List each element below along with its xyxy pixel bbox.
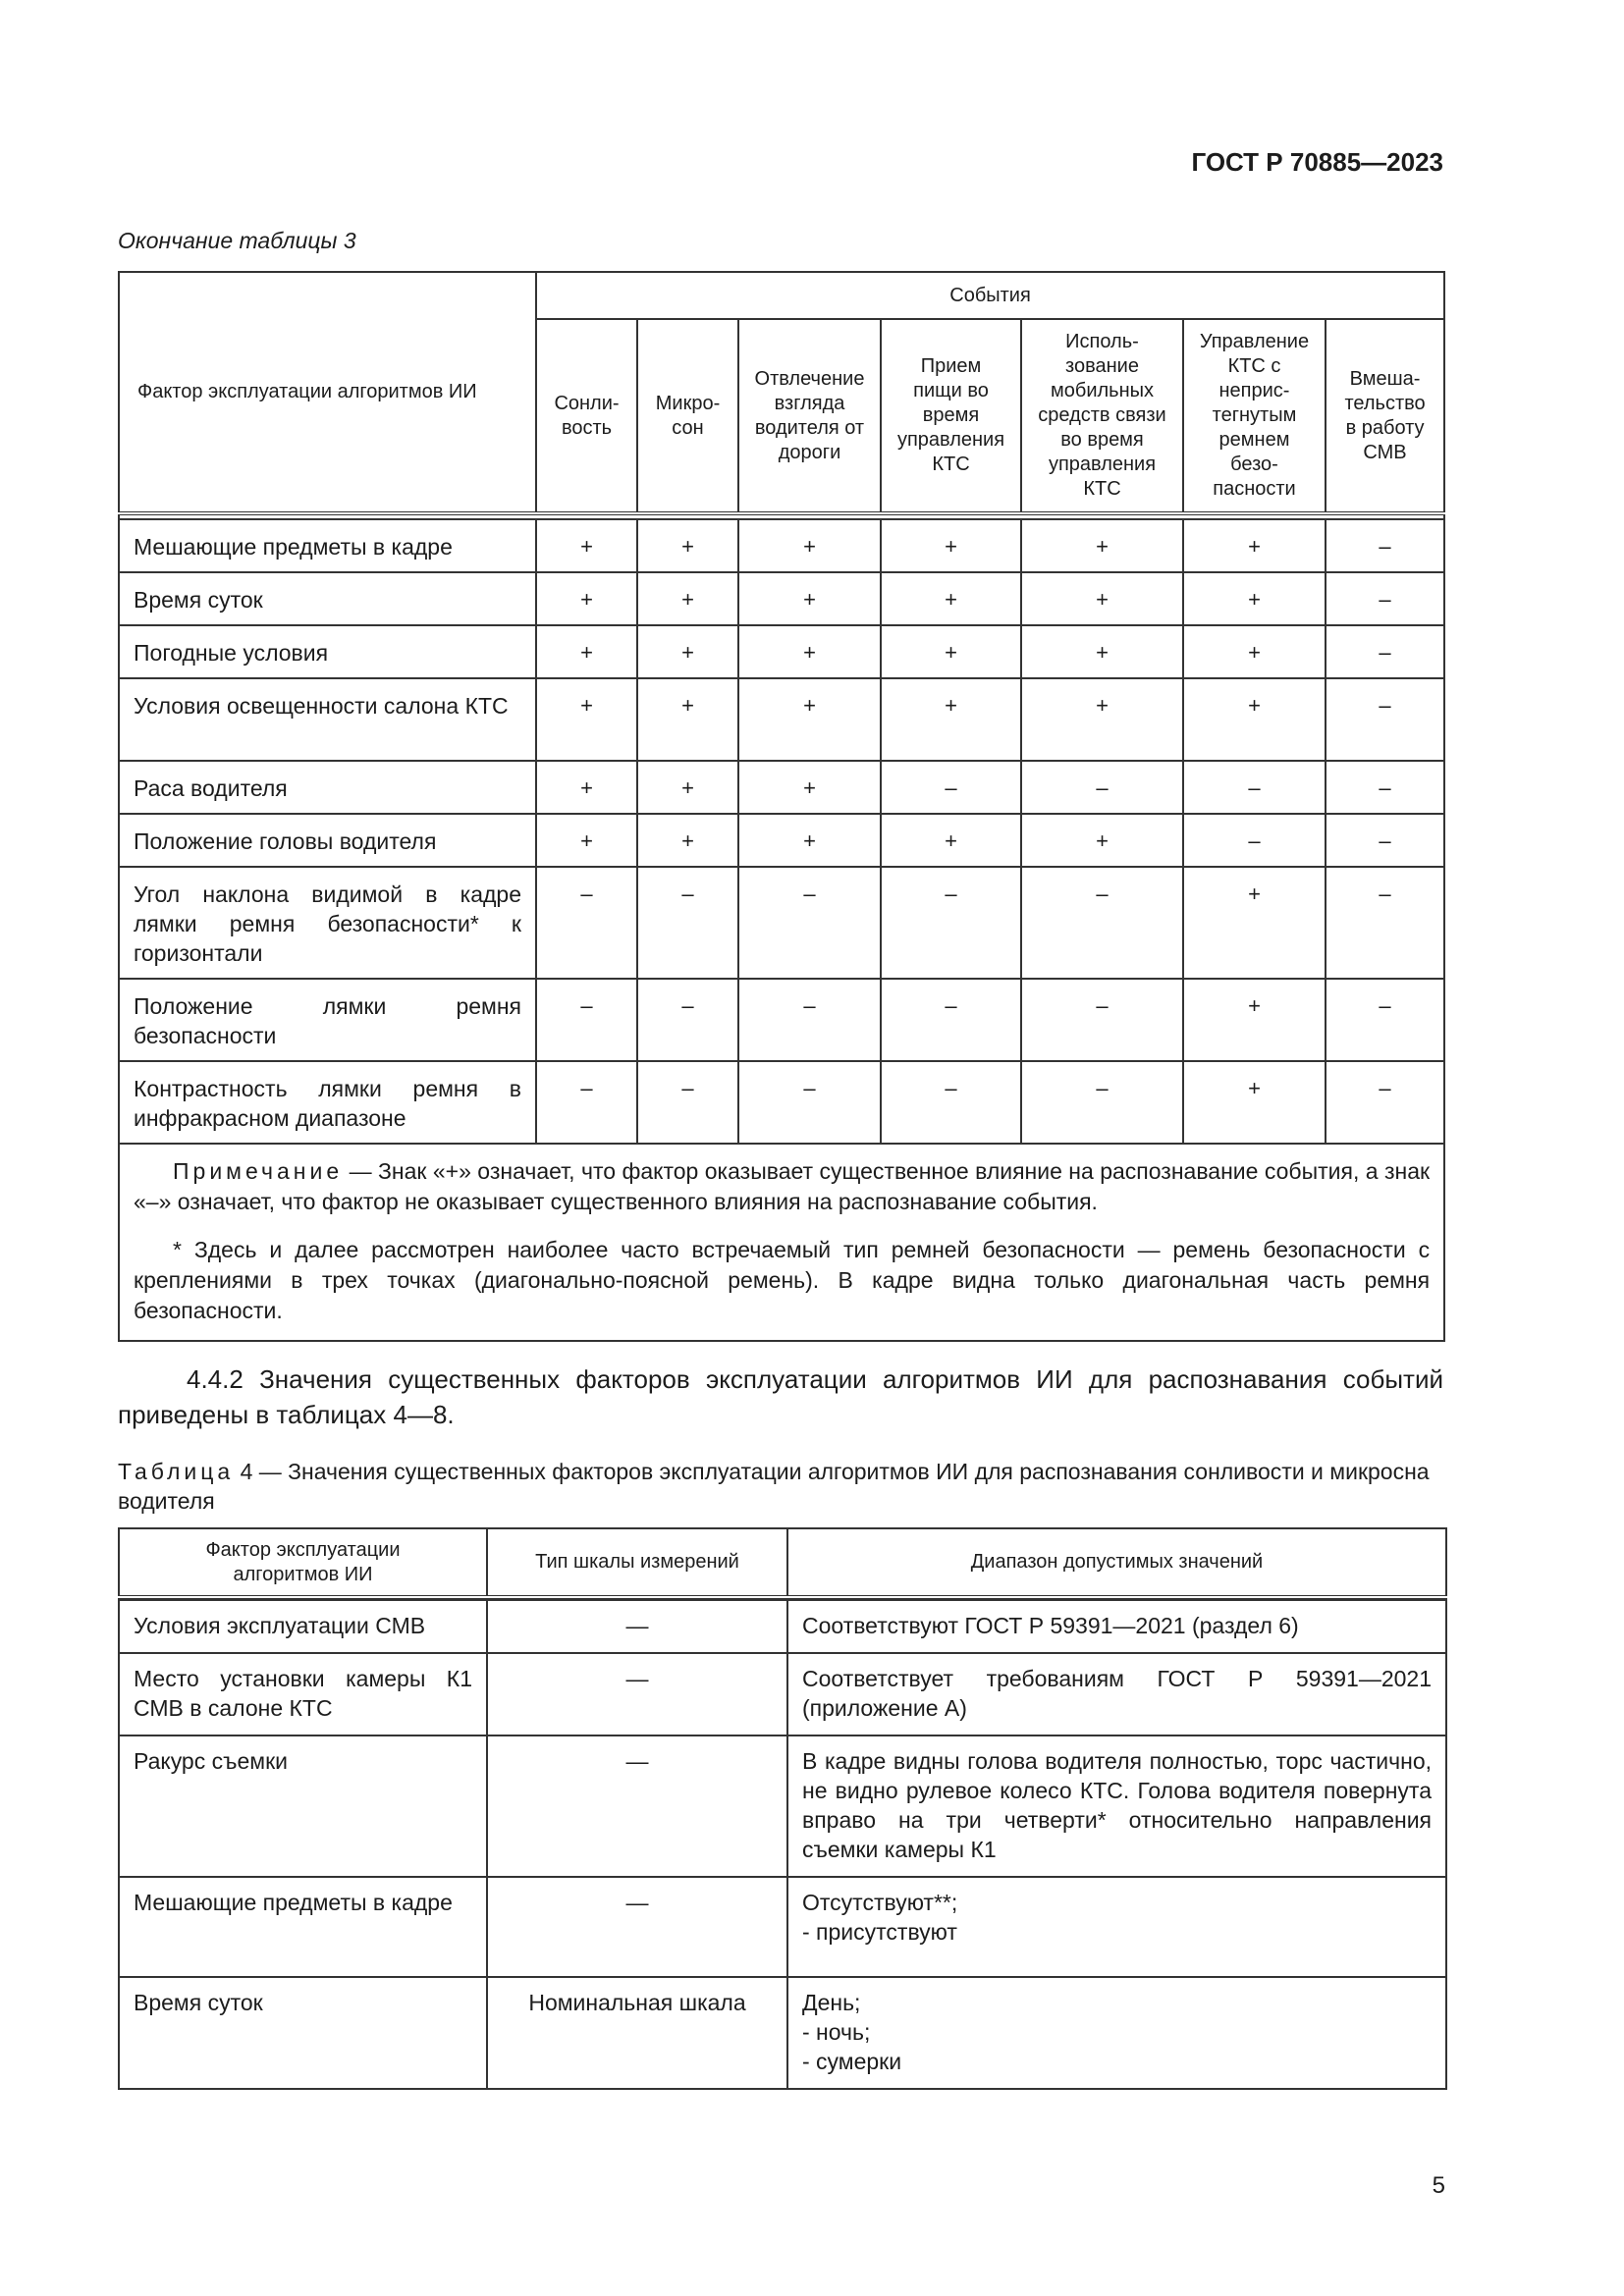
- sign-cell: +: [881, 572, 1021, 625]
- sign-cell: +: [738, 625, 881, 678]
- event-column-header: Отвлечение взгляда водителя от дороги: [738, 319, 881, 513]
- range-column-header: Диапазон допустимых значений: [787, 1528, 1446, 1597]
- sign-cell: –: [1326, 519, 1444, 572]
- event-column-header: Прием пищи во время управления КТС: [881, 319, 1021, 513]
- table-row: [119, 761, 1444, 814]
- sign-cell: +: [881, 678, 1021, 761]
- factor-cell: Место установки камеры К1 СМВ в салоне КТС: [119, 1653, 487, 1735]
- sign-cell: +: [536, 519, 637, 572]
- sign-cell: –: [1326, 678, 1444, 761]
- factor-cell: Ракурс съемки: [119, 1735, 487, 1877]
- table-row: [119, 1653, 1446, 1735]
- sign-cell: +: [738, 814, 881, 867]
- sign-cell: –: [881, 761, 1021, 814]
- footnote: * Здесь и далее рассмотрен наиболее часто встречаемый тип ремней безопасности — ремень безопасности с креплениями в трех точках (диагонально-поясной ремень). В кадре видна только диагональная часть ремня безопасности.: [134, 1237, 1431, 1323]
- sign-cell: +: [1183, 867, 1326, 979]
- sign-cell: +: [738, 572, 881, 625]
- factor-cell: Положение лямки ремня безопасности: [119, 979, 536, 1061]
- table-row: [119, 1061, 1444, 1144]
- table-row: [119, 519, 1444, 572]
- table-row: [119, 1735, 1446, 1877]
- sign-cell: –: [536, 1061, 637, 1144]
- events-column-header: События: [536, 272, 1444, 319]
- sign-cell: –: [536, 979, 637, 1061]
- sign-cell: +: [1021, 814, 1183, 867]
- note-label: Примечание: [173, 1158, 344, 1184]
- sign-cell: +: [536, 625, 637, 678]
- sign-cell: –: [881, 979, 1021, 1061]
- event-column-header: Управление КТС с неприс- тегнутым ремнем безо- пасности: [1183, 319, 1326, 513]
- scale-column-header: Тип шкалы измерений: [487, 1528, 787, 1597]
- note-text: — Знак «+» означает, что фактор оказывает существенное влияние на распознавание события, а знак «–» означает, что фактор не оказывает существенного влияния на распознавание события.: [134, 1158, 1431, 1214]
- sign-cell: +: [637, 519, 738, 572]
- factor-column-header: Фактор эксплуатации алгоритмов ИИ: [119, 1528, 487, 1597]
- range-cell: День; - ночь; - сумерки: [787, 1977, 1446, 2089]
- table-row: [119, 867, 1444, 979]
- sign-cell: +: [1183, 519, 1326, 572]
- sign-cell: +: [1021, 625, 1183, 678]
- table-row: [119, 678, 1444, 761]
- factor-cell: Раса водителя: [119, 761, 536, 814]
- sign-cell: +: [637, 572, 738, 625]
- sign-cell: +: [881, 519, 1021, 572]
- factor-cell: Время суток: [119, 1977, 487, 2089]
- sign-cell: +: [637, 761, 738, 814]
- table3-caption: Окончание таблицы 3: [118, 228, 356, 253]
- sign-cell: –: [738, 1061, 881, 1144]
- table-row: [119, 1877, 1446, 1977]
- scale-cell: Номинальная шкала: [487, 1977, 787, 2089]
- sign-cell: –: [1183, 761, 1326, 814]
- sign-cell: +: [881, 814, 1021, 867]
- table-row: [119, 979, 1444, 1061]
- factor-cell: Угол наклона видимой в кадре лямки ремня безопасности* к горизонтали: [119, 867, 536, 979]
- sign-cell: –: [1021, 1061, 1183, 1144]
- sign-cell: +: [738, 761, 881, 814]
- sign-cell: –: [536, 867, 637, 979]
- range-cell: Соответствует требованиям ГОСТ Р 59391—2021 (приложение А): [787, 1653, 1446, 1735]
- scale-cell: —: [487, 1653, 787, 1735]
- sign-cell: –: [881, 867, 1021, 979]
- sign-cell: –: [1326, 1061, 1444, 1144]
- sign-cell: +: [1183, 572, 1326, 625]
- sign-cell: –: [637, 1061, 738, 1144]
- sign-cell: –: [1021, 979, 1183, 1061]
- sign-cell: +: [536, 678, 637, 761]
- table4-caption-label: Таблица: [118, 1459, 235, 1484]
- sign-cell: +: [1183, 979, 1326, 1061]
- event-column-header: Сонли- вость: [536, 319, 637, 513]
- table-row: [119, 814, 1444, 867]
- sign-cell: +: [1183, 678, 1326, 761]
- sign-cell: –: [1021, 761, 1183, 814]
- table-row: [119, 1600, 1446, 1653]
- sign-cell: +: [637, 814, 738, 867]
- sign-cell: –: [1326, 814, 1444, 867]
- sign-cell: –: [637, 979, 738, 1061]
- scale-cell: —: [487, 1735, 787, 1877]
- sign-cell: –: [1326, 625, 1444, 678]
- table4-caption: [118, 1457, 1443, 1516]
- scale-cell: —: [487, 1877, 787, 1977]
- sign-cell: –: [637, 867, 738, 979]
- table4-caption-text: 4 — Значения существенных факторов эксплуатации алгоритмов ИИ для распознавания сонливости и микросна водителя: [118, 1459, 1430, 1514]
- paragraph-4-4-2: 4.4.2 Значения существенных факторов эксплуатации алгоритмов ИИ для распознавания событий приведены в таблицах 4—8.: [118, 1364, 1443, 1429]
- sign-cell: +: [1183, 1061, 1326, 1144]
- sign-cell: –: [1326, 761, 1444, 814]
- table-4: [118, 1527, 1447, 2090]
- sign-cell: +: [738, 519, 881, 572]
- factor-cell: Мешающие предметы в кадре: [119, 519, 536, 572]
- factor-cell: Положение головы водителя: [119, 814, 536, 867]
- sign-cell: +: [1183, 625, 1326, 678]
- table-3: [118, 271, 1445, 1342]
- document-code: ГОСТ Р 70885—2023: [1191, 147, 1443, 177]
- sign-cell: +: [1021, 572, 1183, 625]
- page-number: 5: [1432, 2172, 1445, 2199]
- range-cell: Отсутствуют**; - присутствуют: [787, 1877, 1446, 1977]
- event-column-header: Исполь- зование мобильных средств связи во время управления КТС: [1021, 319, 1183, 513]
- table-row: [119, 1977, 1446, 2089]
- sign-cell: +: [881, 625, 1021, 678]
- sign-cell: –: [1021, 867, 1183, 979]
- sign-cell: –: [881, 1061, 1021, 1144]
- factor-cell: Время суток: [119, 572, 536, 625]
- sign-cell: –: [738, 867, 881, 979]
- sign-cell: +: [536, 814, 637, 867]
- sign-cell: +: [1021, 678, 1183, 761]
- range-cell: В кадре видны голова водителя полностью, торс частично, не видно рулевое колесо КТС. Голова водителя повернута вправо на три четверти* относительно направления съемки камеры К1: [787, 1735, 1446, 1877]
- event-column-header: Вмеша- тельство в работу СМВ: [1326, 319, 1444, 513]
- table-row: [119, 625, 1444, 678]
- event-column-header: Микро- сон: [637, 319, 738, 513]
- factor-cell: Мешающие предметы в кадре: [119, 1877, 487, 1977]
- sign-cell: +: [536, 572, 637, 625]
- sign-cell: +: [536, 761, 637, 814]
- sign-cell: –: [1183, 814, 1326, 867]
- factor-cell: Погодные условия: [119, 625, 536, 678]
- factor-cell: Условия эксплуатации СМВ: [119, 1600, 487, 1653]
- factor-column-header: Фактор эксплуатации алгоритмов ИИ: [119, 272, 536, 513]
- scale-cell: —: [487, 1600, 787, 1653]
- table-row: [119, 572, 1444, 625]
- factor-cell: Условия освещенности салона КТС: [119, 678, 536, 761]
- sign-cell: +: [637, 678, 738, 761]
- sign-cell: –: [1326, 867, 1444, 979]
- sign-cell: –: [1326, 572, 1444, 625]
- table3-note: [119, 1144, 1444, 1341]
- sign-cell: +: [637, 625, 738, 678]
- factor-cell: Контрастность лямки ремня в инфракрасном диапазоне: [119, 1061, 536, 1144]
- sign-cell: +: [738, 678, 881, 761]
- sign-cell: +: [1021, 519, 1183, 572]
- sign-cell: –: [738, 979, 881, 1061]
- range-cell: Соответствуют ГОСТ Р 59391—2021 (раздел 6): [787, 1600, 1446, 1653]
- sign-cell: –: [1326, 979, 1444, 1061]
